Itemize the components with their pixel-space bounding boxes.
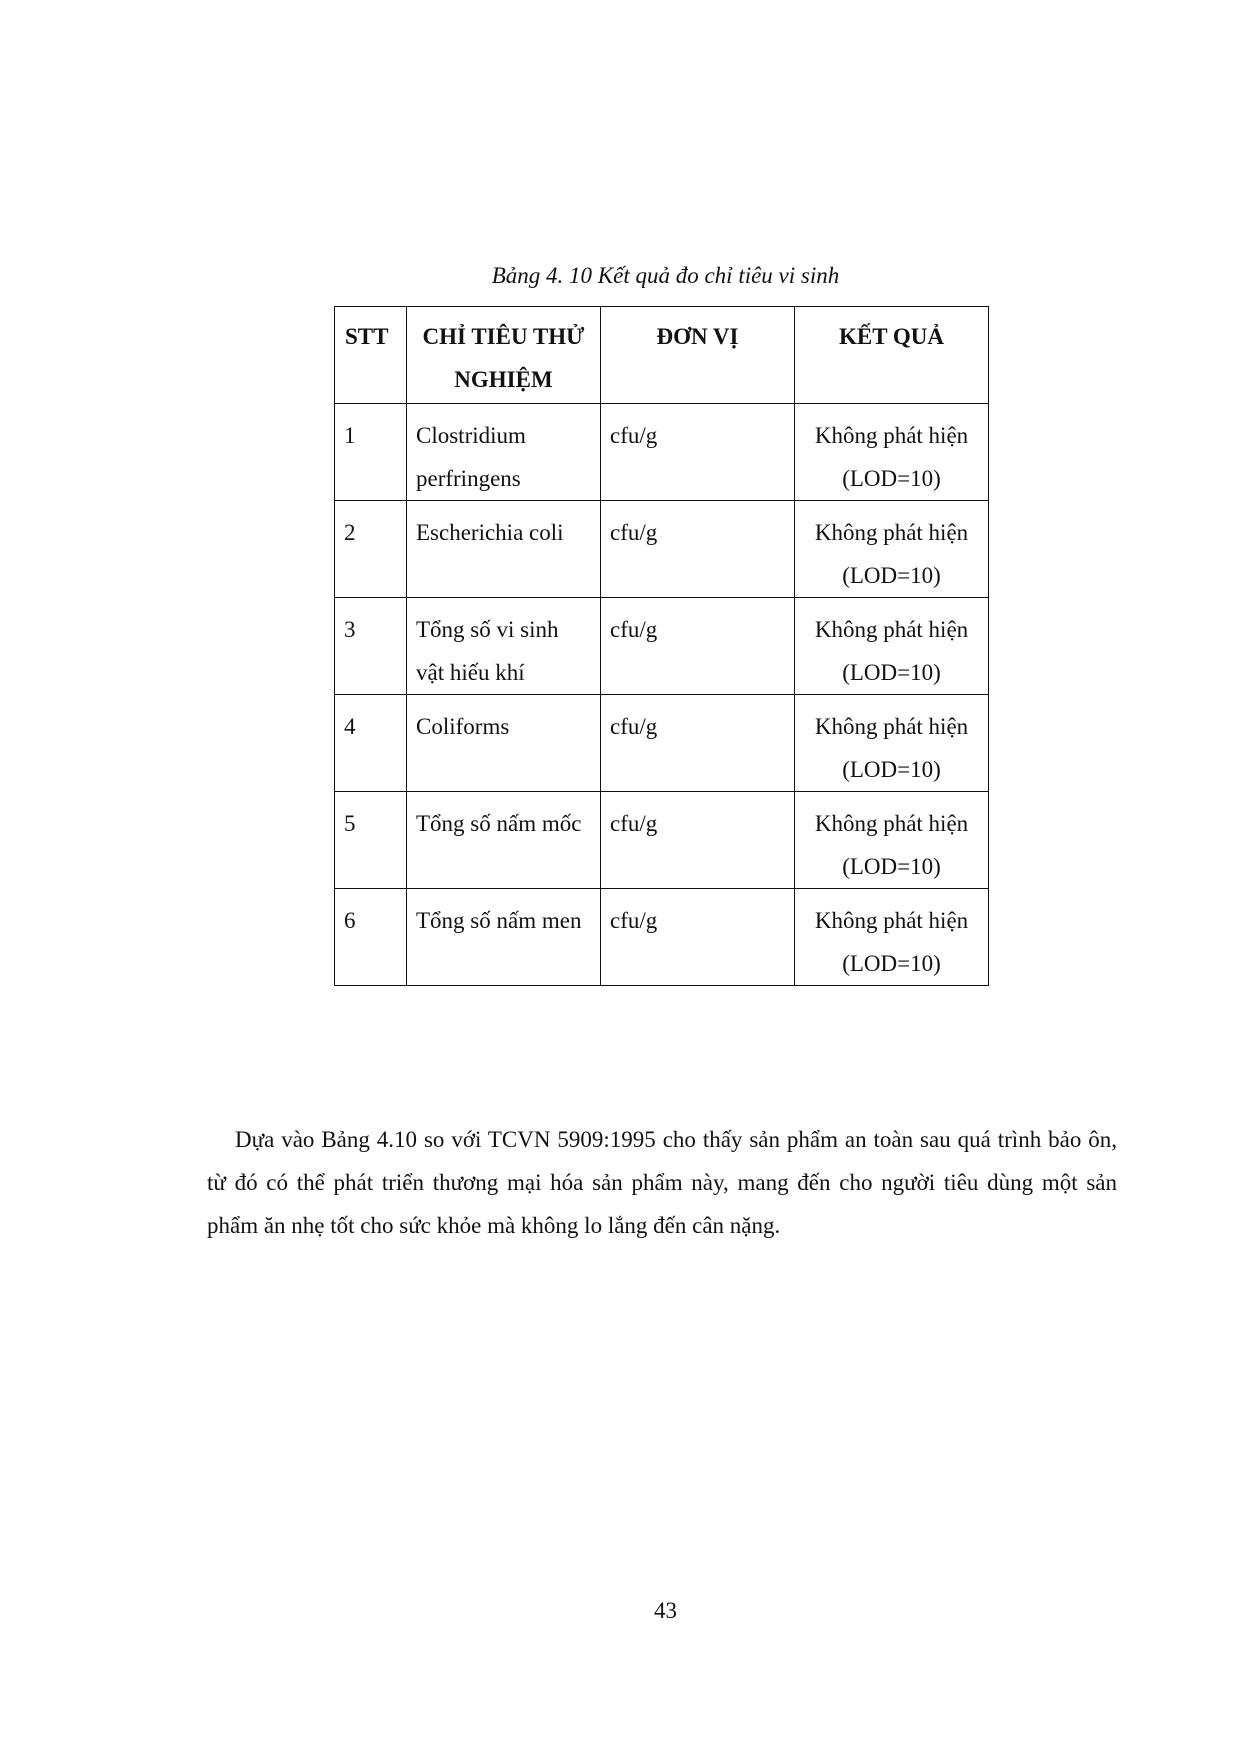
cell-unit: cfu/g (601, 598, 795, 695)
cell-result: Không phát hiện (LOD=10) (795, 889, 989, 986)
cell-criterion: Escherichia coli (407, 501, 601, 598)
cell-criterion: Clostridium perfringens (407, 404, 601, 501)
header-result: KẾT QUẢ (795, 307, 989, 404)
cell-criterion: Tổng số nấm men (407, 889, 601, 986)
table-row (335, 695, 989, 792)
cell-stt: 4 (335, 695, 407, 792)
header-unit: ĐƠN VỊ (601, 307, 795, 404)
header-stt: STT (335, 307, 407, 404)
body-paragraph: Dựa vào Bảng 4.10 so với TCVN 5909:1995 cho thấy sản phẩm an toàn sau quá trình bảo ôn, từ đó có thể phát triển thương mại hóa sản phẩm này, mang đến cho người tiêu dùng một sản phẩm ăn nhẹ tốt cho sức khỏe mà không lo lắng đến cân nặng. (207, 1127, 1117, 1238)
cell-result: Không phát hiện (LOD=10) (795, 695, 989, 792)
cell-unit: cfu/g (601, 695, 795, 792)
cell-unit: cfu/g (601, 792, 795, 889)
table-row (335, 792, 989, 889)
table-row (335, 889, 989, 986)
cell-result: Không phát hiện (LOD=10) (795, 404, 989, 501)
page-number: 43 (654, 1598, 677, 1623)
table-caption: Bảng 4. 10 Kết quả đo chỉ tiêu vi sinh (491, 263, 840, 288)
table-row (335, 404, 989, 501)
cell-stt: 1 (335, 404, 407, 501)
table-row (335, 501, 989, 598)
cell-criterion: Tổng số vi sinh vật hiếu khí (407, 598, 601, 695)
cell-stt: 5 (335, 792, 407, 889)
cell-result: Không phát hiện (LOD=10) (795, 501, 989, 598)
cell-unit: cfu/g (601, 404, 795, 501)
cell-unit: cfu/g (601, 889, 795, 986)
cell-stt: 6 (335, 889, 407, 986)
cell-criterion: Coliforms (407, 695, 601, 792)
header-criterion: CHỈ TIÊU THỬ NGHIỆM (407, 307, 601, 404)
cell-unit: cfu/g (601, 501, 795, 598)
results-table (334, 306, 989, 986)
cell-criterion: Tổng số nấm mốc (407, 792, 601, 889)
cell-stt: 3 (335, 598, 407, 695)
cell-result: Không phát hiện (LOD=10) (795, 598, 989, 695)
table-header-row (335, 307, 989, 404)
cell-stt: 2 (335, 501, 407, 598)
cell-result: Không phát hiện (LOD=10) (795, 792, 989, 889)
table-row (335, 598, 989, 695)
